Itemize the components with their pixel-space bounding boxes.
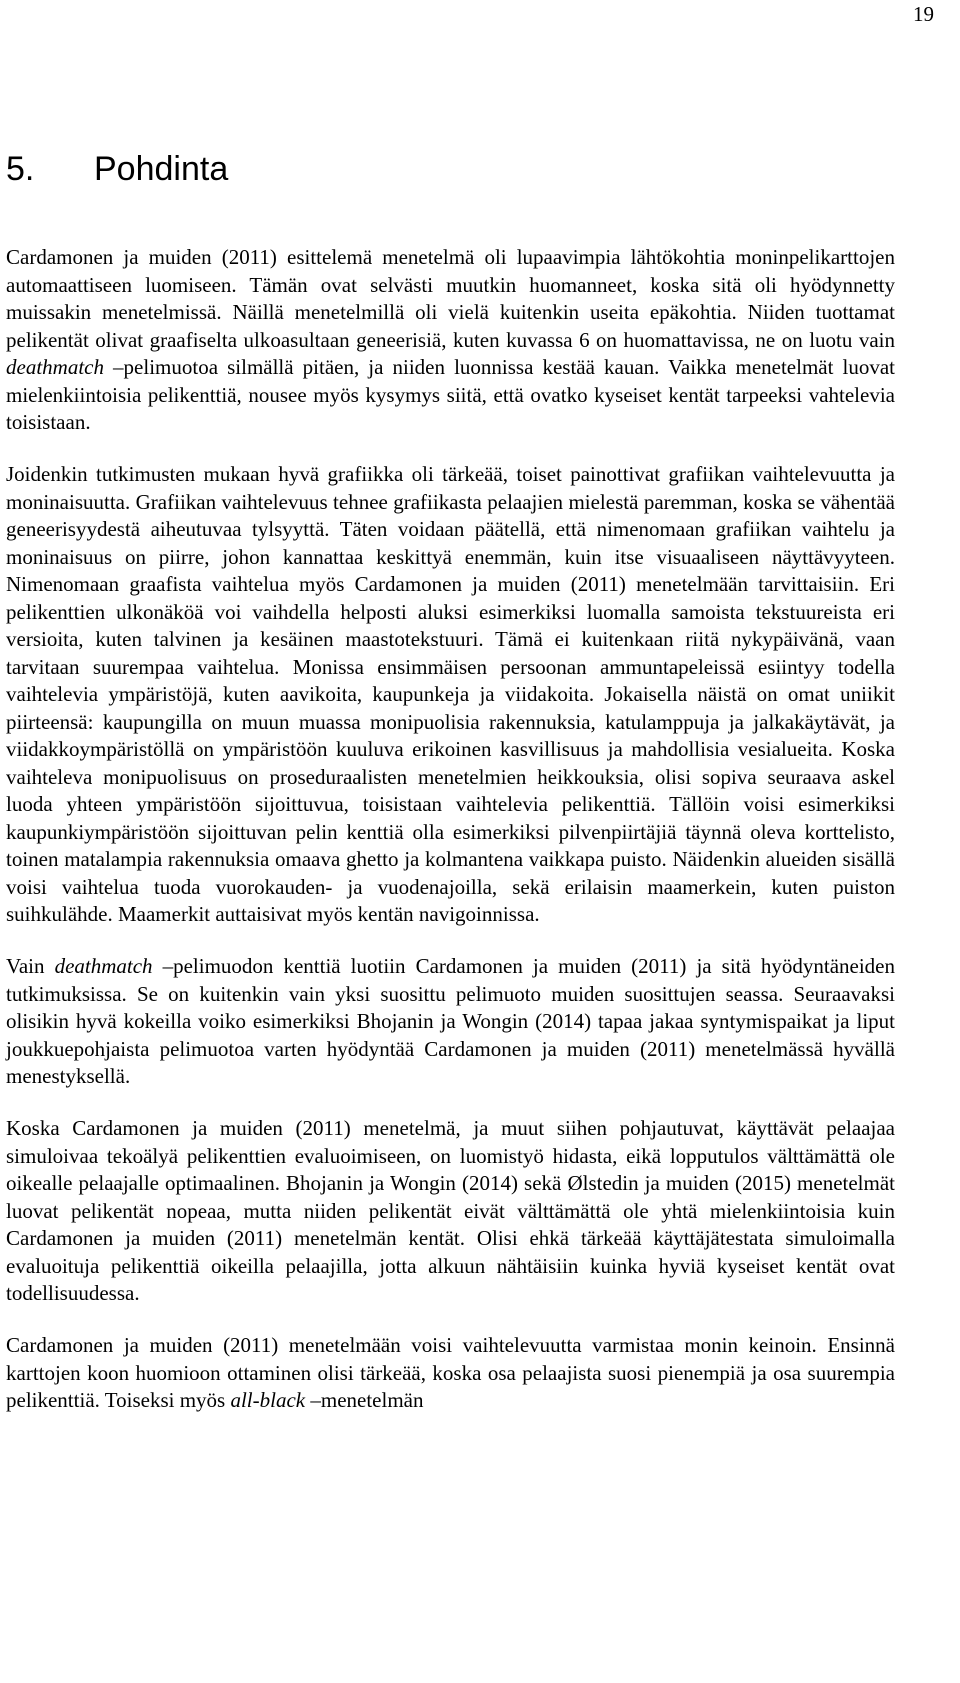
italic-term: deathmatch: [54, 954, 153, 978]
paragraph-3: [6, 953, 895, 1091]
paragraph-4: [6, 1115, 895, 1308]
paragraph-1: [6, 244, 895, 437]
text-segment: Vain: [6, 954, 55, 978]
page-number: 19: [913, 2, 934, 26]
paragraph-2: [6, 461, 895, 929]
italic-term: deathmatch: [6, 355, 104, 379]
text-segment: –menetelmän: [305, 1388, 424, 1412]
section-title: Pohdinta: [94, 150, 229, 188]
text-segment: –pelimuotoa silmällä pitäen, ja niiden luonnissa kestää kauan. Vaikka menetelmät luovat mielenkiintoisia pelikenttiä, nousee myös kysymys siitä, että ovatko kyseiset kentät tarpeeksi vahtelevia toisistaan.: [6, 355, 895, 434]
text-segment: Cardamonen ja muiden (2011) esittelemä menetelmä oli lupaavimpia lähtökohtia moninpelikarttojen automaattiseen luomiseen. Tämän ovat selvästi muutkin huomanneet, koska sitä oli hyödynnetty muissakin menetelmissä. Näillä menetelmillä oli vielä kuitenkin useita epäkohtia. Niiden tuottamat pelikentät olivat graafiselta ulkoasultaan geneerisiä, kuten kuvassa 6 on huomattavissa, ne on luotu vain: [6, 245, 895, 352]
section-heading: [6, 150, 228, 189]
body-text: [6, 244, 895, 1415]
text-segment: Cardamonen ja muiden (2011) menetelmään voisi vaihtelevuutta varmistaa monin keinoin. Ensinnä karttojen koon huomioon ottaminen olisi tärkeää, koska osa pelaajista suosi pienempiä ja osa suurempia pelikenttiä. Toiseksi myös: [6, 1333, 895, 1412]
text-segment: –pelimuodon kenttiä luotiin Cardamonen ja muiden (2011) ja sitä hyödyntäneiden tutkimuksissa. Se on kuitenkin vain yksi suosittu pelimuoto muiden suosittujen seassa. Seuraavaksi olisikin hyvä kokeilla voiko esimerkiksi Bhojanin ja Wongin (2014) tapaa jakaa syntymispaikat ja liput joukkuepohjaista pelimuotoa varten hyödyntää Cardamonen ja muiden (2011) menetelmässä hyvällä menestyksellä.: [6, 954, 896, 1088]
text-segment: Koska Cardamonen ja muiden (2011) menetelmä, ja muut siihen pohjautuvat, käyttävät pelaajaa simuloivaa tekoälyä pelikenttien evaluoimiseen, on luomistyö hidasta, eikä lopputulos välttämättä ole oikealle pelaajalle optimaalinen. Bhojanin ja Wongin (2014) sekä Ølstedin ja muiden (2015) menetelmät luovat pelikentät nopeaa, mutta niiden pelikentät eivät välttämättä ole yhtä mielenkiintoisia kuin Cardamonen ja muiden (2011) menetelmän kentät. Olisi ehkä tärkeää käyttäjätestata simuloimalla evaluoituja pelikenttiä oikeilla pelaajilla, jotta alkuun nähtäisiin kuinka hyviä kyseiset kentät ovat todellisuudessa.: [6, 1116, 895, 1305]
italic-term: all-black: [230, 1388, 306, 1412]
text-segment: Joidenkin tutkimusten mukaan hyvä grafiikka oli tärkeää, toiset painottivat grafiikan vaihtelevuutta ja moninaisuutta. Grafiikan vaihtelevuus tehnee grafiikasta pelaajien mielestä paremman, koska se vähentää geneerisyydestä aiheutuvaa tylsyyttä. Täten voidaan päätellä, että nimenomaan grafiikan vaihtelu ja moninaisuus on piirre, johon kannattaa keskittyä enemmän, kuin itse visuaaliseen näyttävyyteen. Nimenomaan graafista vaihtelua myös Cardamonen ja muiden (2011) menetelmään tarvittaisiin. Eri pelikenttien ulkonäköä voi vaihdella helposti aluksi esimerkiksi luomalla samoista tekstuureista eri versioita, kuten talvinen ja kesäinen maastotekstuuri. Tämä ei kuitenkaan riitä nykypäivänä, vaan tarvitaan suurempaa vaihtelua. Monissa ensimmäisen persoonan ammuntapeleissä esiintyy todella vaihtelevia ympäristöjä, kuten aavikoita, kaupunkeja ja viidakoita. Jokaisella näistä on omat uniikit piirteensä: kaupungilla on muun muassa monipuolisia rakennuksia, katulamppuja ja jalkakäytävät, ja viidakkoympäristöllä on ympäristöön kuuluva erikoinen kasvillisuus ja mahdollisia vesialueita. Koska vaihteleva monipuolisuus on proseduraalisten menetelmien heikkouksia, olisi sopiva seuraava askel luoda yhteen ympäristöön sijoittuvua, toisistaan vaihtelevia pelikenttiä. Tällöin voisi esimerkiksi kaupunkiympäristöön sijoittuvan pelin kenttiä olla esimerkiksi pilvenpiirtäjiä täynnä oleva korttelisto, toinen matalampia rakennuksia omaava ghetto ja kolmantena vaikkapa puisto. Näidenkin alueiden sisällä voisi vaihtelua tuoda vuorokauden- ja vuodenajoilla, sekä erilaisin maamerkein, kuten puiston suihkulähde. Maamerkit auttaisivat myös kentän navigoinnissa.: [6, 462, 895, 926]
section-number: 5.: [6, 150, 35, 188]
paragraph-5: [6, 1332, 895, 1415]
